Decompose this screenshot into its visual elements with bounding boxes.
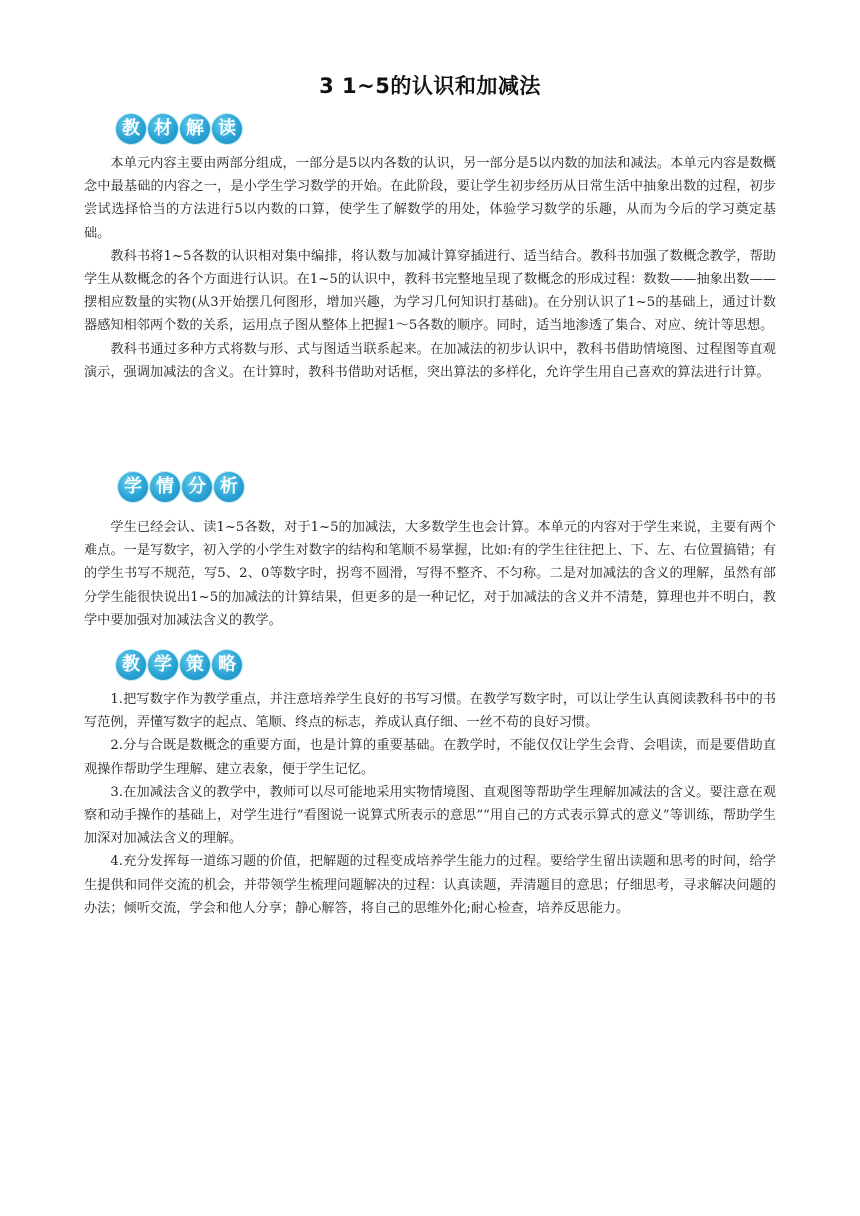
badge-char: 解 (180, 114, 210, 144)
paragraph: 教科书将1~5各数的认识相对集中编排，将认数与加减计算穿插进行、适当结合。教科书加强了数概念教学，帮助学生从数概念的各个方面进行认识。在1~5的认识中，教科书完整地呈现了数概念的形成过程：数数——抽象出数——摆相应数量的实物(从3开始摆几何图形，增加兴趣，为学习几何知识打基础)。在分别认识了1~5的基础上，通过计数器感知相邻两个数的关系，运用点子图从整体上把握1～5各数的顺序。同时，适当地渗透了集合、对应、统计等思想。 (84, 248, 776, 334)
paragraph: 教科书通过多种方式将数与形、式与图适当联系起来。在加减法的初步认识中，教科书借助情境图、过程图等直观演示，强调加减法的含义。在计算时，教科书借助对话框，突出算法的多样化，允许学生用自己喜欢的算法进行计算。 (84, 341, 776, 380)
badge-char: 读 (212, 114, 242, 144)
page-title: 3 1~5的认识和加减法 (319, 74, 541, 98)
section-textbook-body (84, 152, 776, 384)
section-strategy-body (84, 688, 776, 920)
section-badge-strategy (116, 650, 242, 680)
badge-char: 教 (116, 650, 146, 680)
badge-char: 分 (182, 472, 212, 502)
section-badge-students (118, 472, 244, 502)
paragraph: 本单元内容主要由两部分组成，一部分是5以内各数的认识，另一部分是5以内数的加法和减法。本单元内容是数概念中最基础的内容之一，是小学生学习数学的开始。在此阶段，要让学生初步经历从日常生活中抽象出数的过程，初步尝试选择恰当的方法进行5以内数的口算，使学生了解数学的用处，体验学习数学的乐趣，从而为今后的学习奠定基础。 (84, 156, 776, 241)
badge-char: 材 (148, 114, 178, 144)
paragraph: 1.把写数字作为教学重点，并注意培养学生良好的书写习惯。在教学写数字时，可以让学生认真阅读教科书中的书写范例，弄懂写数字的起点、笔顺、终点的标志，养成认真仔细、一丝不苟的良好习惯。 (84, 692, 776, 731)
paragraph: 3.在加减法含义的教学中，教师可以尽可能地采用实物情境图、直观图等帮助学生理解加减法的含义。要注意在观察和动手操作的基础上，对学生进行“看图说一说算式所表示的意思”“用自己的方式表示算式的意义”等训练，帮助学生加深对加减法含义的理解。 (84, 784, 776, 847)
paragraph: 4.充分发挥每一道练习题的价值，把解题的过程变成培养学生能力的过程。要给学生留出读题和思考的时间，给学生提供和同伴交流的机会，并带领学生梳理问题解决的过程：认真读题，弄清题目的意思；仔细思考，寻求解决问题的办法；倾听交流，学会和他人分享；静心解答，将自己的思维外化;耐心检查，培养反思能力。 (84, 854, 776, 916)
section-badge-textbook (116, 114, 242, 144)
badge-char: 策 (180, 650, 210, 680)
badge-char: 学 (118, 472, 148, 502)
paragraph: 学生已经会认、读1~5各数，对于1~5的加减法，大多数学生也会计算。本单元的内容对于学生来说，主要有两个难点。一是写数字，初入学的小学生对数字的结构和笔顺不易掌握，比如:有的学生往往把上、下、左、右位置搞错；有的学生书写不规范，写5、2、0等数字时，拐弯不圆滑，写得不整齐、不匀称。二是对加减法的含义的理解，虽然有部分学生能很快说出1~5的加减法的计算结果，但更多的是一种记忆，对于加减法的含义并不清楚，算理也并不明白，教学中要加强对加减法含义的教学。 (84, 520, 776, 628)
badge-char: 略 (212, 650, 242, 680)
paragraph: 2.分与合既是数概念的重要方面，也是计算的重要基础。在教学时，不能仅仅让学生会背、会唱读，而是要借助直观操作帮助学生理解、建立表象，便于学生记忆。 (84, 738, 776, 777)
badge-char: 教 (116, 114, 146, 144)
badge-char: 情 (150, 472, 180, 502)
badge-char: 析 (214, 472, 244, 502)
section-students-body (84, 516, 776, 632)
badge-char: 学 (148, 650, 178, 680)
